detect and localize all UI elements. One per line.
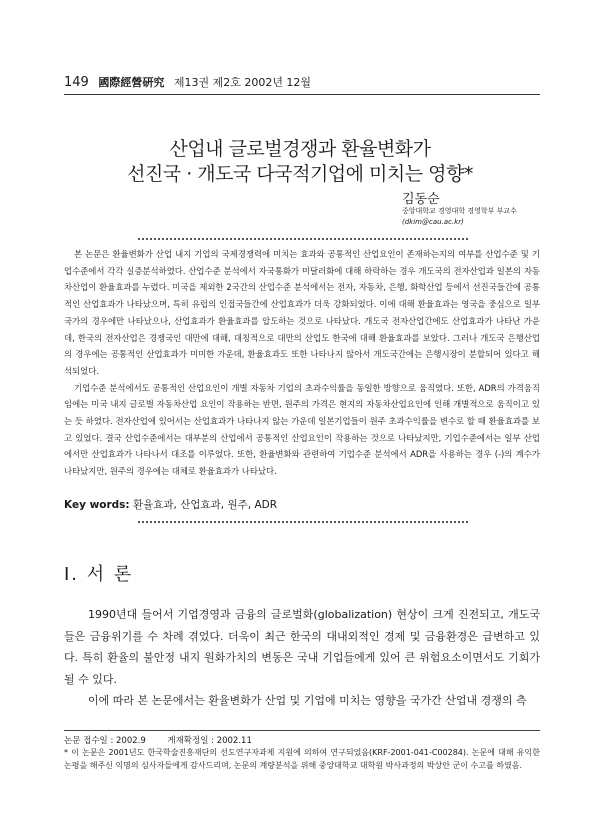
section-heading: Ⅰ. 서 론 (64, 564, 134, 585)
footnote: * 이 논문은 2001년도 한국학술진흥재단의 선도연구자과제 지원에 의하여 연구되었음(KRF-2001-041-C00284). 논문에 대해 유익한 논평을 해주신 익명의 심사자들에게 감사드리며, 논문의 계량분석을 위해 중앙대학교 대학원 박사과정의 박상안 군이 수고를 하였음. (64, 748, 540, 770)
abstract-paragraph: 기업수준 분석에서도 공통적인 산업요인이 개별 자동차 기업의 초과수익률을 동일한 방향으로 움직였다. 또한, ADR의 가격움직임에는 미국 내지 글로벌 자동차산업 요인이 작용하는 반면, 원주의 가격은 현지의 자동차산업요인에 인해 개별적으로 움직이고 있는 듯 하였다. 전자산업에 있어서는 산업효과가 나타나지 않는 가운데 일본기업들이 원주 초과수익률을 변수로 할 때 환율효과를 보고 있었다. 결국 산업수준에서는 대부분의 산업에서 공통적인 산업요인이 작용하는 것으로 나타났지만, 기업수준에서는 일부 산업에서만 산업효과가 나타나서 대조를 이루었다. 또한, 환율변화와 관련하여 기업수준 분석에서 ADR을 사용하는 경우 (-)의 계수가 나타났지만, 원주의 경우에는 대체로 환율효과가 나타났다. (64, 382, 540, 477)
footnote-rule (64, 730, 540, 731)
page-number: 149 (64, 75, 89, 90)
paper-title-line2: 선진국 · 개도국 다국적기업에 미치는 영향* (127, 163, 473, 185)
author-affiliation: 중앙대학교 경영대학 경영학부 부교수 (402, 207, 517, 215)
header-rule (64, 94, 540, 95)
running-header (64, 74, 311, 90)
journal-name: 國際經營硏究 (98, 76, 165, 89)
body-paragraph: 이에 따라 본 논문에서는 환율변화가 산업 및 기업에 미치는 영향을 국가간 산업내 경쟁의 측 (88, 694, 527, 707)
abstract-paragraph: 본 논문은 환율변화가 산업 내지 기업의 국제경쟁력에 미치는 효과와 공통적인 산업요인이 존재하는지의 여부를 산업수준 및 기업수준에서 각각 실증분석하였다. 산업수준 분석에서 자국통화가 미달러화에 대해 하락하는 경우 개도국의 전자산업과 일본의 자동차산업이 환율효과를 누렸다. 미국을 제외한 2국간의 산업수준 분석에서는 전자, 자동차, 은행, 화학산업 등에서 선진국들간에 공통적인 산업효과가 나타났으며, 특히 유럽의 인접국들간에 산업효과가 더욱 강화되었다. 이에 대해 환율효과는 영국을 중심으로 일부 국가의 경우에만 나타났으나, 산업효과가 환율효과를 압도하는 것으로 나타났다. 개도국 전자산업간에도 산업효과가 나타난 가운데, 한국의 전자산업은 경쟁국인 대만에 대해, 대칭적으로 대만의 산업도 한국에 대해 환율효과를 보았다. 그러나 개도국 은행산업의 경우에는 공통적인 산업효과가 미미한 가운데, 환율효과도 또한 나타나지 않아서 개도국간에는 은행시장이 분할되어 있다고 해석되었다. (64, 249, 540, 376)
keywords-value: 환율효과, 산업효과, 원주, ADR (132, 499, 278, 511)
paper-title-line1: 산업내 글로벌경쟁과 환율변화가 (169, 138, 431, 160)
abstract-top-divider (138, 238, 468, 240)
keywords-label: Key words: (64, 499, 130, 511)
journal-issue: 제13권 제2호 2002년 12월 (173, 76, 312, 89)
abstract-bottom-divider (138, 521, 468, 523)
abstract (64, 246, 540, 480)
body-text (64, 604, 540, 712)
author-email: (dkim@cau.ac.kr) (402, 218, 464, 226)
keywords (64, 497, 277, 512)
author-name: 김동순 (402, 192, 440, 207)
submission-dates: 논문 접수일 : 2002.9 게재확정일 : 2002.11 (64, 736, 252, 746)
body-paragraph: 1990년대 들어서 기업경영과 금융의 글로벌화(globalization) 현상이 크게 진전되고, 개도국들은 금융위기를 수 차례 겪었다. 더욱이 최근 한국의 대내외적인 경제 및 금융환경은 급변하고 있다. 특히 환율의 불안정 내지 원화가치의 변동은 국내 기업들에게 있어 큰 위험요소이면서도 기회가 될 수 있다. (64, 608, 540, 686)
